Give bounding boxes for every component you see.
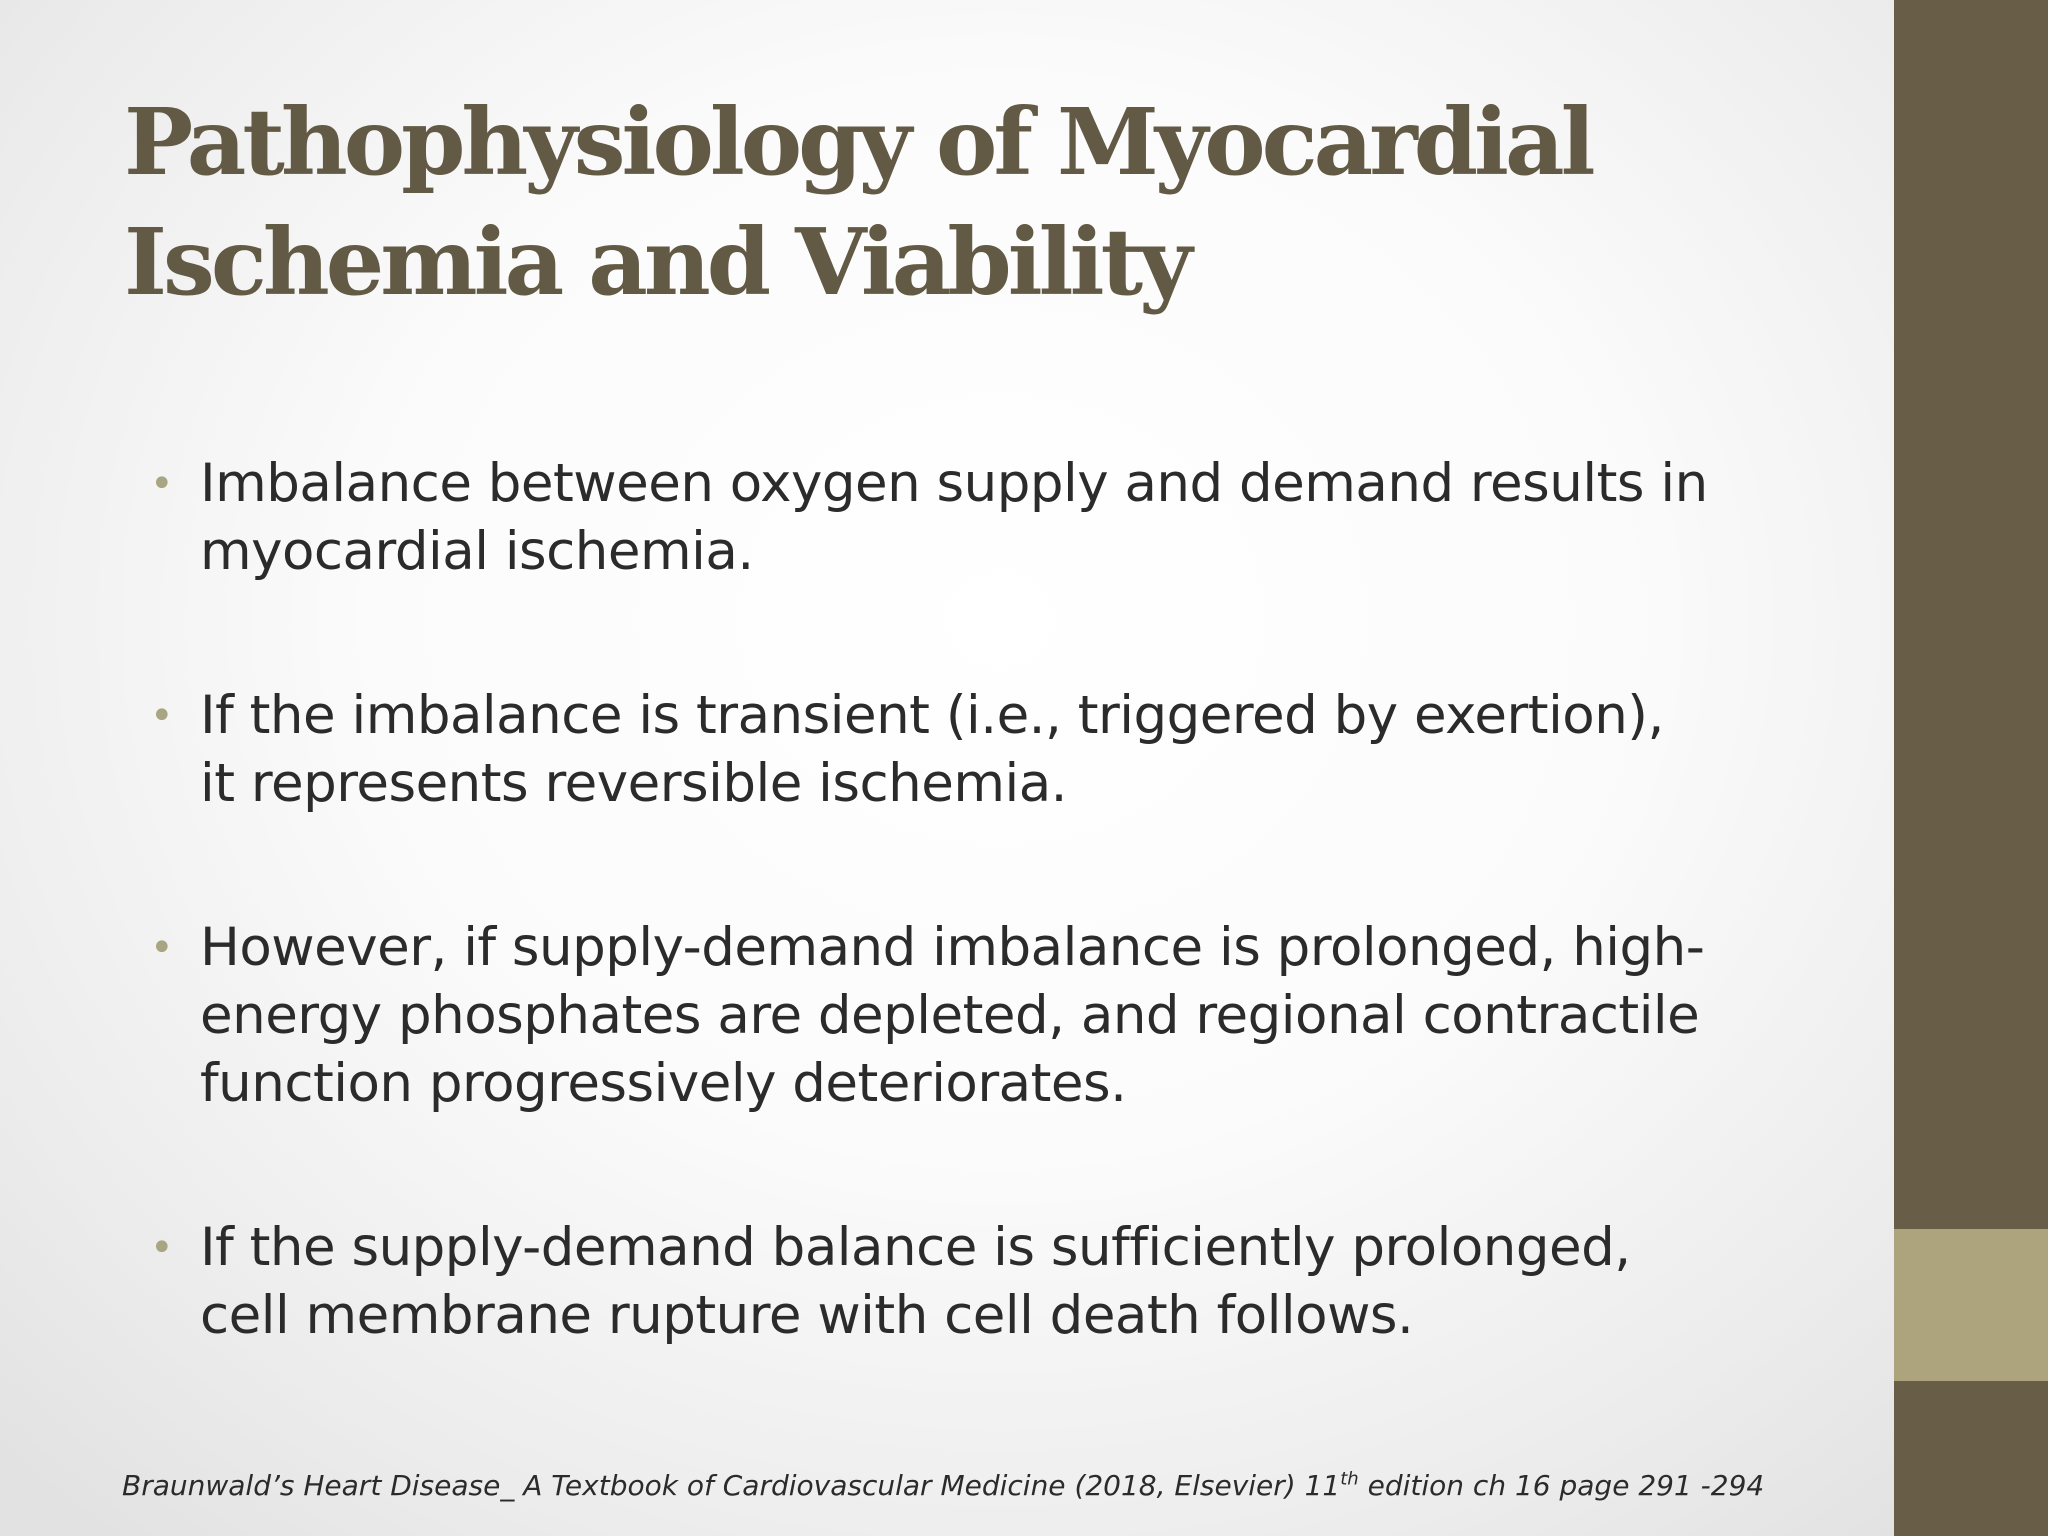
side-accent-block <box>1894 1229 2048 1381</box>
citation-superscript: th <box>1340 1468 1359 1490</box>
bullet-dot-icon: • <box>150 925 174 971</box>
citation-text-end: edition ch 16 page 291 -294 <box>1358 1469 1765 1502</box>
bullet-item <box>150 450 1710 586</box>
bullet-dot-icon: • <box>150 1225 174 1271</box>
citation <box>122 1466 1764 1506</box>
bullet-dot-icon: • <box>150 693 174 739</box>
bullet-text: However, if supply-demand imbalance is prolonged, high-energy phosphates are depleted, and regional contractile function progressively deteriorates. <box>200 917 1705 1114</box>
bullet-dot-icon: • <box>150 461 174 507</box>
bullet-item <box>150 1214 1710 1350</box>
bullet-text: If the supply-demand balance is sufficiently prolonged, cell membrane rupture with cell death follows. <box>200 1217 1631 1346</box>
title-line-2: Ischemia and Viability <box>124 208 1189 316</box>
bullet-list <box>150 450 1710 1350</box>
slide-title <box>124 82 1824 322</box>
bullet-item <box>150 682 1710 818</box>
bullet-text: If the imbalance is transient (i.e., triggered by exertion), it represents reversible ischemia. <box>200 685 1664 814</box>
title-line-1: Pathophysiology of Myocardial <box>124 88 1592 196</box>
citation-text: Braunwald’s Heart Disease_ A Textbook of Cardiovascular Medicine (2018, Elsevier) 11 <box>122 1469 1341 1502</box>
bullet-item <box>150 914 1710 1118</box>
bullet-text: Imbalance between oxygen supply and demand results in myocardial ischemia. <box>200 453 1708 582</box>
